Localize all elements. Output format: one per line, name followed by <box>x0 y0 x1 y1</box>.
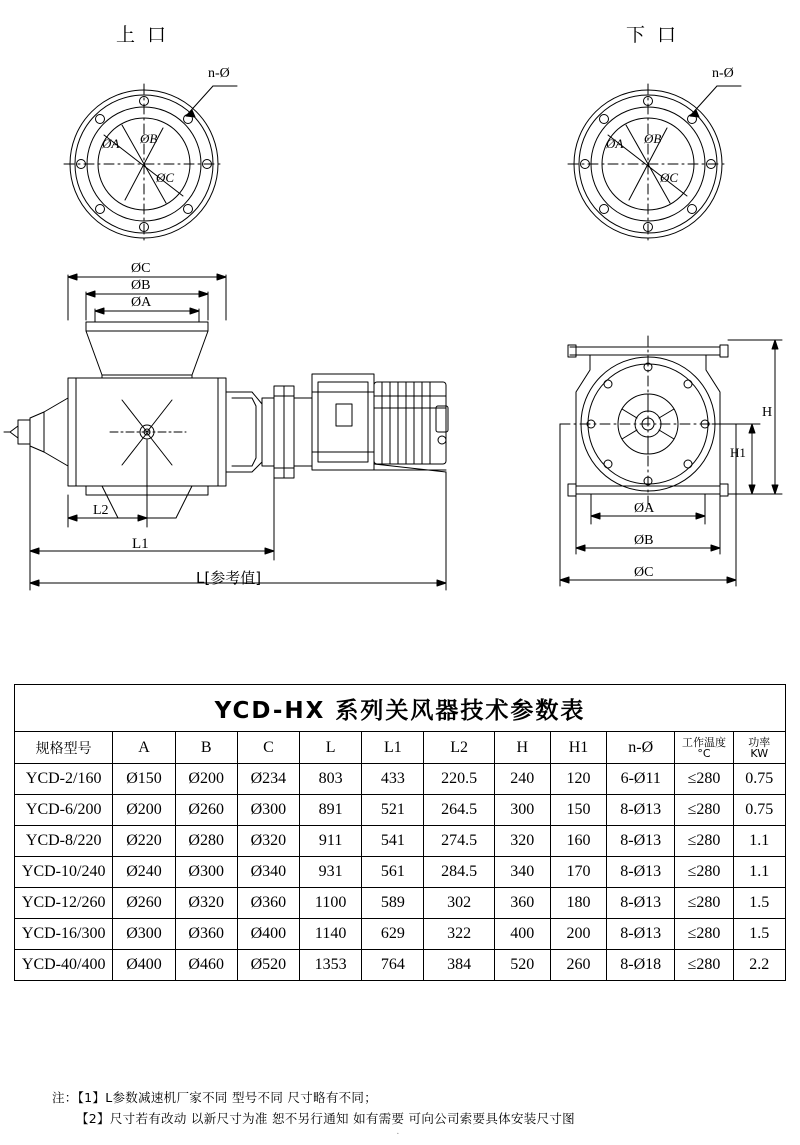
n-phi-callout-left: n-Ø <box>208 66 230 81</box>
flange-label-phi-c-left: ØC <box>156 170 175 185</box>
cell-l: 1353 <box>300 950 362 981</box>
dim-l1: L1 <box>132 536 149 552</box>
cell-model: YCD-2/160 <box>15 764 113 795</box>
cell-h: 360 <box>494 888 550 919</box>
table-row <box>15 795 786 826</box>
dim-l2: L2 <box>93 503 109 518</box>
cell-n-phi: 8-Ø13 <box>607 826 675 857</box>
cell-h1: 200 <box>550 919 606 950</box>
cell-l2: 274.5 <box>424 826 494 857</box>
cell-c: Ø400 <box>237 919 299 950</box>
cell-b: Ø460 <box>175 950 237 981</box>
cell-h: 300 <box>494 795 550 826</box>
cell-c: Ø234 <box>237 764 299 795</box>
cell-c: Ø520 <box>237 950 299 981</box>
table-row <box>15 919 786 950</box>
cell-l: 891 <box>300 795 362 826</box>
cell-h1: 160 <box>550 826 606 857</box>
cell-l2: 384 <box>424 950 494 981</box>
header-temp-unit: °C <box>697 746 711 760</box>
cell-l1: 629 <box>362 919 424 950</box>
cell-temp: ≤280 <box>675 826 733 857</box>
header-c: C <box>237 732 299 764</box>
cell-b: Ø200 <box>175 764 237 795</box>
cell-model: YCD-8/220 <box>15 826 113 857</box>
cell-a: Ø150 <box>113 764 175 795</box>
cell-l: 911 <box>300 826 362 857</box>
dim-h: H <box>762 405 773 420</box>
header-l: L <box>300 732 362 764</box>
cell-h: 520 <box>494 950 550 981</box>
notes-block <box>52 1087 575 1129</box>
header-power-top: 功率 <box>748 735 771 749</box>
cell-n-phi: 8-Ø13 <box>607 888 675 919</box>
header-l2: L2 <box>424 732 494 764</box>
cell-model: YCD-12/260 <box>15 888 113 919</box>
cell-c: Ø320 <box>237 826 299 857</box>
header-working-temperature <box>675 732 733 764</box>
cell-h1: 260 <box>550 950 606 981</box>
cell-n-phi: 8-Ø13 <box>607 795 675 826</box>
cell-h1: 120 <box>550 764 606 795</box>
cell-b: Ø300 <box>175 857 237 888</box>
cell-model: YCD-16/300 <box>15 919 113 950</box>
flange-label-phi-b-left: ØB <box>140 131 158 146</box>
cell-l2: 302 <box>424 888 494 919</box>
dim-phi-b-bottom: ØB <box>634 533 654 548</box>
cell-c: Ø340 <box>237 857 299 888</box>
cell-temp: ≤280 <box>675 888 733 919</box>
cell-n-phi: 8-Ø18 <box>607 950 675 981</box>
top-inlet-flange-view <box>64 84 237 244</box>
cell-temp: ≤280 <box>675 857 733 888</box>
table-row <box>15 826 786 857</box>
cell-temp: ≤280 <box>675 764 733 795</box>
cell-l: 1140 <box>300 919 362 950</box>
header-temp-top: 工作温度 <box>681 735 726 749</box>
header-l1: L1 <box>362 732 424 764</box>
table-row <box>15 857 786 888</box>
table-row <box>15 764 786 795</box>
cell-a: Ø300 <box>113 919 175 950</box>
cell-l2: 220.5 <box>424 764 494 795</box>
cell-n-phi: 6-Ø11 <box>607 764 675 795</box>
cell-kw: 0.75 <box>733 764 785 795</box>
cell-h: 340 <box>494 857 550 888</box>
dim-phi-c-top: ØC <box>131 261 151 276</box>
spec-table-wrapper <box>14 684 786 981</box>
cell-model: YCD-10/240 <box>15 857 113 888</box>
cell-temp: ≤280 <box>675 795 733 826</box>
table-row <box>15 950 786 981</box>
dim-phi-b-top: ØB <box>131 278 151 293</box>
cell-temp: ≤280 <box>675 950 733 981</box>
cell-a: Ø200 <box>113 795 175 826</box>
cell-a: Ø260 <box>113 888 175 919</box>
cell-l1: 541 <box>362 826 424 857</box>
cell-l2: 284.5 <box>424 857 494 888</box>
flange-label-phi-a-right: ØA <box>606 136 624 151</box>
cell-h: 400 <box>494 919 550 950</box>
table-header-row <box>15 732 786 764</box>
dim-phi-c-bottom: ØC <box>634 565 654 580</box>
cell-n-phi: 8-Ø13 <box>607 857 675 888</box>
cell-h1: 170 <box>550 857 606 888</box>
dim-l-reference: L[参考值] <box>196 569 262 587</box>
header-b: B <box>175 732 237 764</box>
table-row <box>15 888 786 919</box>
cell-l1: 589 <box>362 888 424 919</box>
cell-h: 240 <box>494 764 550 795</box>
cell-a: Ø240 <box>113 857 175 888</box>
flange-label-phi-c-right: ØC <box>660 170 679 185</box>
header-a: A <box>113 732 175 764</box>
cell-l2: 264.5 <box>424 795 494 826</box>
page-footer-mark: · <box>396 1128 400 1140</box>
n-phi-callout-right: n-Ø <box>712 66 734 81</box>
cell-l2: 322 <box>424 919 494 950</box>
spec-table <box>14 684 786 981</box>
end-elevation-view <box>560 336 782 586</box>
cell-temp: ≤280 <box>675 919 733 950</box>
header-n-phi: n-Ø <box>607 732 675 764</box>
header-power-unit: KW <box>750 746 769 760</box>
cell-l: 1100 <box>300 888 362 919</box>
cell-kw: 1.5 <box>733 919 785 950</box>
cell-h1: 150 <box>550 795 606 826</box>
cell-l: 931 <box>300 857 362 888</box>
cell-l: 803 <box>300 764 362 795</box>
header-h: H <box>494 732 550 764</box>
cell-b: Ø320 <box>175 888 237 919</box>
cell-a: Ø220 <box>113 826 175 857</box>
flange-label-phi-b-right: ØB <box>644 131 662 146</box>
cell-kw: 0.75 <box>733 795 785 826</box>
cell-c: Ø300 <box>237 795 299 826</box>
header-power <box>733 732 785 764</box>
dim-phi-a-top: ØA <box>131 295 152 310</box>
flange-label-phi-a-left: ØA <box>102 136 120 151</box>
cell-kw: 1.1 <box>733 826 785 857</box>
top-view-title: 上 口 <box>116 24 170 46</box>
cell-n-phi: 8-Ø13 <box>607 919 675 950</box>
bottom-outlet-flange-view <box>568 84 741 244</box>
cell-l1: 521 <box>362 795 424 826</box>
cell-b: Ø360 <box>175 919 237 950</box>
cell-kw: 1.5 <box>733 888 785 919</box>
table-title: YCD-HX 系列关风器技术参数表 <box>15 685 786 732</box>
dim-phi-a-bottom: ØA <box>634 501 655 516</box>
cell-model: YCD-6/200 <box>15 795 113 826</box>
header-model: 规格型号 <box>35 740 92 757</box>
cell-l1: 561 <box>362 857 424 888</box>
cell-l1: 764 <box>362 950 424 981</box>
cell-b: Ø280 <box>175 826 237 857</box>
cell-kw: 1.1 <box>733 857 785 888</box>
cell-a: Ø400 <box>113 950 175 981</box>
cell-model: YCD-40/400 <box>15 950 113 981</box>
dim-h1: H1 <box>730 445 746 460</box>
cell-h: 320 <box>494 826 550 857</box>
cell-c: Ø360 <box>237 888 299 919</box>
bottom-view-title: 下 口 <box>626 24 680 46</box>
note-line-2: 【2】尺寸若有改动 以新尺寸为准 恕不另行通知 如有需要 可向公司索要具体安装尺寸图 <box>76 1111 575 1126</box>
cell-h1: 180 <box>550 888 606 919</box>
header-h1: H1 <box>550 732 606 764</box>
cell-kw: 2.2 <box>733 950 785 981</box>
note-line-1: 注：【1】L参数减速机厂家不同 型号不同 尺寸略有不同； <box>52 1090 378 1105</box>
cell-b: Ø260 <box>175 795 237 826</box>
main-side-elevation <box>4 274 448 590</box>
cell-l1: 433 <box>362 764 424 795</box>
